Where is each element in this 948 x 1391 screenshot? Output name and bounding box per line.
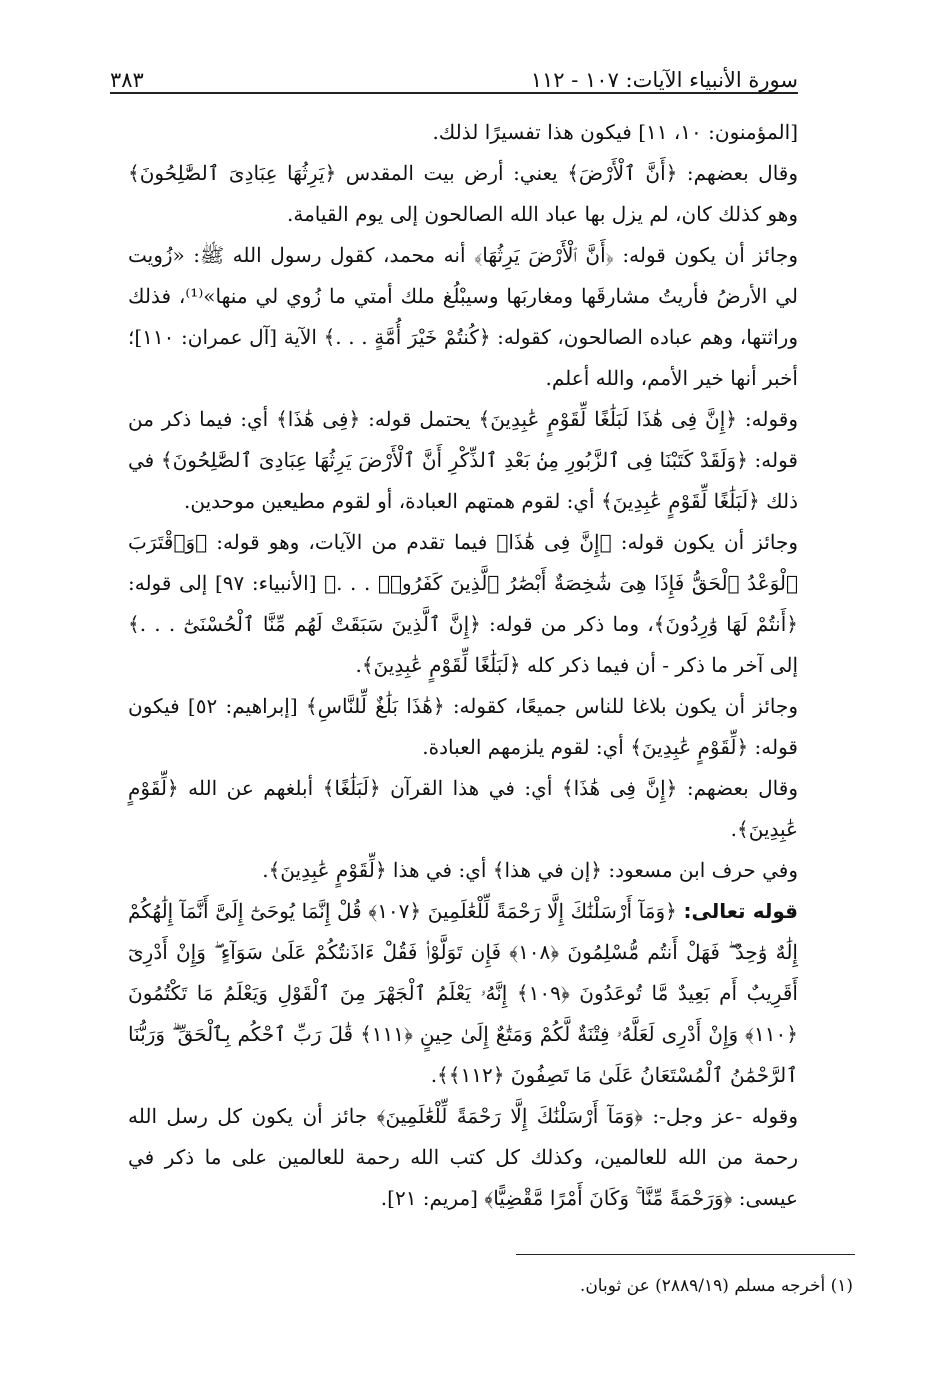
- paragraph: وقال بعضهم: ﴿إِنَّ فِى هَٰذَا﴾ أي: في هذا القرآن ﴿لَبَلَٰغًا﴾ أبلغهم عن الله ﴿لِّقَوْمٍ عَٰبِدِينَ﴾.: [128, 776, 798, 841]
- page-number: ٣٨٣: [110, 68, 144, 92]
- verse-lead: قوله تعالى:: [683, 899, 799, 923]
- paragraph: وقوله -عز وجل-: ﴿وَمَآ أَرْسَلْنَٰكَ إِلَّا رَحْمَةً لِّلْعَٰلَمِينَ﴾ جائز أن يكون كل رسل الله رحمة من الله للعالمين، وكذلك كل كتب الله رحمة للعالمين على ما ذكر في عيسى: ﴿وَرَحْمَةً مِّنَّا ۚ وَكَانَ أَمْرًا مَّقْضِيًّا﴾ [مريم: ٢١].: [128, 1104, 798, 1210]
- paragraph: وقوله: ﴿إِنَّ فِى هَٰذَا لَبَلَٰغًا لِّقَوْمٍ عَٰبِدِينَ﴾ يحتمل قوله: ﴿فِى هَٰذَا﴾ أي: فيما ذكر من قوله: ﴿وَلَقَدْ كَتَبْنَا فِى ٱلزَّبُورِ مِنۢ بَعْدِ ٱلذِّكْرِ أَنَّ ٱلْأَرْضَ يَرِثُهَا عِبَادِىَ ٱلصَّٰلِحُونَ﴾ في ذلك ﴿لَبَلَٰغًا لِّقَوْمٍ عَٰبِدِينَ﴾ أي: لقوم همتهم العبادة، أو لقوم مطيعين موحدين.: [128, 407, 798, 513]
- paragraph: وجائز أن يكون بلاغا للناس جميعًا، كقوله: ﴿هَٰذَا بَلَٰغٌ لِّلنَّاسِ﴾ [إبراهيم: ٥٢] فيكون قوله: ﴿لِّقَوْمٍ عَٰبِدِينَ﴾ أي: لقوم يلزمهم العبادة.: [128, 694, 798, 759]
- verse-block: [128, 891, 798, 1096]
- paragraph: وقال بعضهم: ﴿أَنَّ ٱلْأَرْضَ﴾ يعني: أرض بيت المقدس ﴿يَرِثُهَا عِبَادِىَ ٱلصَّٰلِحُونَ﴾ وهو كذلك كان، لم يزل بها عباد الله الصالحون إلى يوم القيامة.: [128, 161, 798, 226]
- main-text: [128, 112, 798, 1219]
- running-head: [110, 52, 798, 92]
- header-title: سورة الأنبياء الآيات: ١٠٧ - ١١٢: [530, 68, 798, 92]
- paragraph: وفي حرف ابن مسعود: ﴿إن في هذا﴾ أي: في هذا ﴿لِّقَوْمٍ عَٰبِدِينَ﴾.: [262, 858, 798, 882]
- paragraph: [المؤمنون: ١٠، ١١] فيكون هذا تفسيرًا لذلك.: [432, 120, 798, 144]
- footnote: (١) أخرجه مسلم (٢٨٨٩/١٩) عن ثوبان.: [579, 1276, 853, 1296]
- paragraph: وجائز أن يكون قوله: ﴿أَنَّ ٱلْأَرْضَ يَرِثُهَا﴾ أنه محمد، كقول رسول الله ﷺ: «زُويت لي الأرضُ فأريتُ مشارقَها ومغاربَها وسيبْلُغ ملك أمتي ما زُوي لي منها»⁽¹⁾، فذلك وراثتها، وهم عباده الصالحون، كقوله: ﴿كُنتُمْ خَيْرَ أُمَّةٍ . . .﴾ الآية [آل عمران: ١١٠]؛ أخبر أنها خير الأمم، والله أعلم.: [128, 243, 798, 390]
- header-rule: [110, 92, 798, 94]
- paragraph: وجائز أن يكون قوله: ﴿إِنَّ فِى هَٰذَا﴾ فيما تقدم من الآيات، وهو قوله: ﴿وَٱقْتَرَبَ ٱلْوَعْدُ ٱلْحَقُّ فَإِذَا هِىَ شَٰخِصَةٌ أَبْصَٰرُ ٱلَّذِينَ كَفَرُوا۟ . . .﴾ [الأنبياء: ٩٧] إلى قوله: ﴿أَنتُمْ لَهَا وَٰرِدُونَ﴾، وما ذكر من قوله: ﴿إِنَّ ٱلَّذِينَ سَبَقَتْ لَهُم مِّنَّا ٱلْحُسْنَىٰٓ . . .﴾ إلى آخر ما ذكر - أن فيما ذكر كله ﴿لَبَلَٰغًا لِّقَوْمٍ عَٰبِدِينَ﴾.: [128, 530, 798, 677]
- verse-text: ﴿وَمَآ أَرْسَلْنَٰكَ إِلَّا رَحْمَةً لِّلْعَٰلَمِينَ ﴿١٠٧﴾ قُلْ إِنَّمَا يُوحَىٰٓ إِلَىَّ أَنَّمَآ إِلَٰهُكُمْ إِلَٰهٌ وَٰحِدٌ ۖ فَهَلْ أَنتُم مُّسْلِمُونَ ﴿١٠٨﴾ فَإِن تَوَلَّوْا۟ فَقُلْ ءَاذَنتُكُمْ عَلَىٰ سَوَآءٍ ۖ وَإِنْ أَدْرِىٓ أَقَرِيبٌ أَم بَعِيدٌ مَّا تُوعَدُونَ ﴿١٠٩﴾ إِنَّهُۥ يَعْلَمُ ٱلْجَهْرَ مِنَ ٱلْقَوْلِ وَيَعْلَمُ مَا تَكْتُمُونَ ﴿١١٠﴾ وَإِنْ أَدْرِى لَعَلَّهُۥ فِتْنَةٌ لَّكُمْ وَمَتَٰعٌ إِلَىٰ حِينٍ ﴿١١١﴾ قَٰلَ رَبِّ ٱحْكُم بِٱلْحَقِّ ۗ وَرَبُّنَا ٱلرَّحْمَٰنُ ٱلْمُسْتَعَانُ عَلَىٰ مَا تَصِفُونَ ﴿١١٢﴾﴾.: [128, 899, 798, 1087]
- footnote-rule: [516, 1254, 855, 1255]
